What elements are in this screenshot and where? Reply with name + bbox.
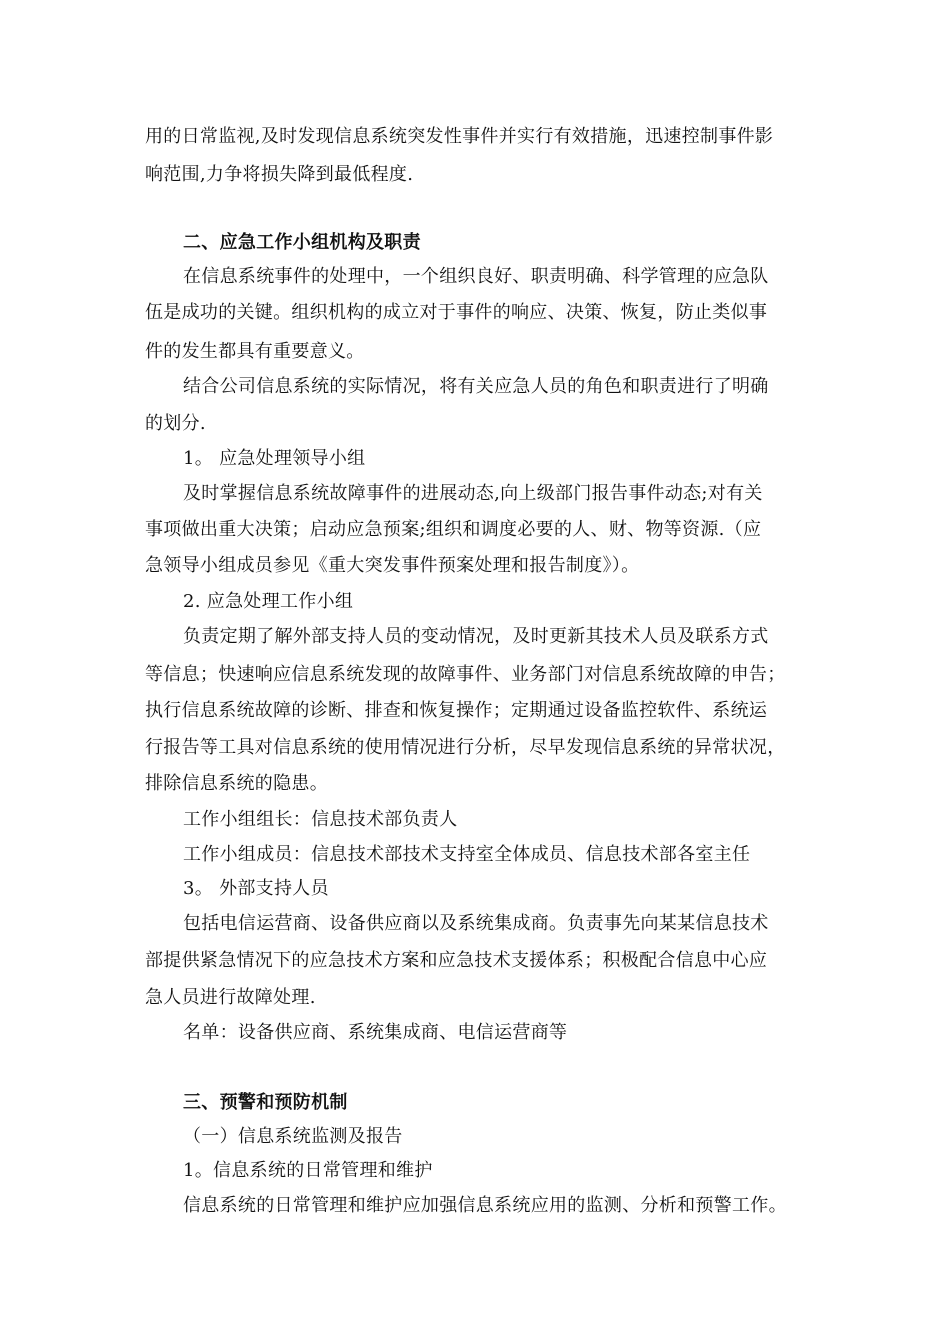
- paragraph-line: 结合公司信息系统的实际情况，将有关应急人员的角色和职责进行了明确: [183, 376, 769, 397]
- paragraph-line: 事项做出重大决策；启动应急预案;组织和调度必要的人、财、物等资源.（应: [145, 519, 762, 540]
- group-members: 工作小组成员：信息技术部技术支持室全体成员、信息技术部各室主任: [183, 844, 751, 865]
- item-title: 2. 应急处理工作小组: [183, 591, 354, 612]
- item-title: 1。信息系统的日常管理和维护: [183, 1160, 433, 1181]
- paragraph-line: 急人员进行故障处理.: [145, 987, 316, 1008]
- intro-line: 响范围,力争将损失降到最低程度.: [145, 164, 414, 185]
- paragraph-line: 急领导小组成员参见《重大突发事件预案处理和报告制度》）。: [145, 555, 640, 576]
- supplier-list: 名单：设备供应商、系统集成商、电信运营商等: [183, 1022, 568, 1043]
- paragraph-line: 执行信息系统故障的诊断、排查和恢复操作；定期通过设备监控软件、系统运: [145, 700, 768, 721]
- intro-line: 用的日常监视,及时发现信息系统突发性事件并实行有效措施，迅速控制事件影: [145, 126, 774, 147]
- paragraph-line: 排除信息系统的隐患。: [145, 773, 328, 794]
- section-heading: 二、应急工作小组机构及职责: [183, 232, 421, 253]
- paragraph-line: 行报告等工具对信息系统的使用情况进行分析，尽早发现信息系统的异常状况，: [145, 737, 786, 758]
- item-title: 1。 应急处理领导小组: [183, 448, 366, 469]
- paragraph-line: 及时掌握信息系统故障事件的进展动态,向上级部门报告事件动态;对有关: [183, 483, 763, 504]
- paragraph-line: 伍是成功的关键。组织机构的成立对于事件的响应、决策、恢复，防止类似事: [145, 302, 768, 323]
- paragraph-line: 负责定期了解外部支持人员的变动情况，及时更新其技术人员及联系方式: [183, 626, 769, 647]
- paragraph-line: 的划分.: [145, 413, 206, 434]
- group-leader: 工作小组组长：信息技术部负责人: [183, 809, 458, 830]
- paragraph-line: 部提供紧急情况下的应急技术方案和应急技术支援体系；积极配合信息中心应: [145, 950, 768, 971]
- item-title: 3。 外部支持人员: [183, 878, 329, 899]
- paragraph-line: 信息系统的日常管理和维护应加强信息系统应用的监测、分析和预警工作。: [183, 1195, 787, 1216]
- section-heading: 三、预警和预防机制: [183, 1092, 348, 1113]
- paragraph-line: 包括电信运营商、设备供应商以及系统集成商。负责事先向某某信息技术: [183, 913, 769, 934]
- paragraph-line: 件的发生都具有重要意义。: [145, 341, 365, 362]
- paragraph-line: 在信息系统事件的处理中，一个组织良好、职责明确、科学管理的应急队: [183, 266, 769, 287]
- paragraph-line: 等信息；快速响应信息系统发现的故障事件、业务部门对信息系统故障的申告；: [145, 664, 786, 685]
- subsection-heading: （一）信息系统监测及报告: [183, 1126, 403, 1147]
